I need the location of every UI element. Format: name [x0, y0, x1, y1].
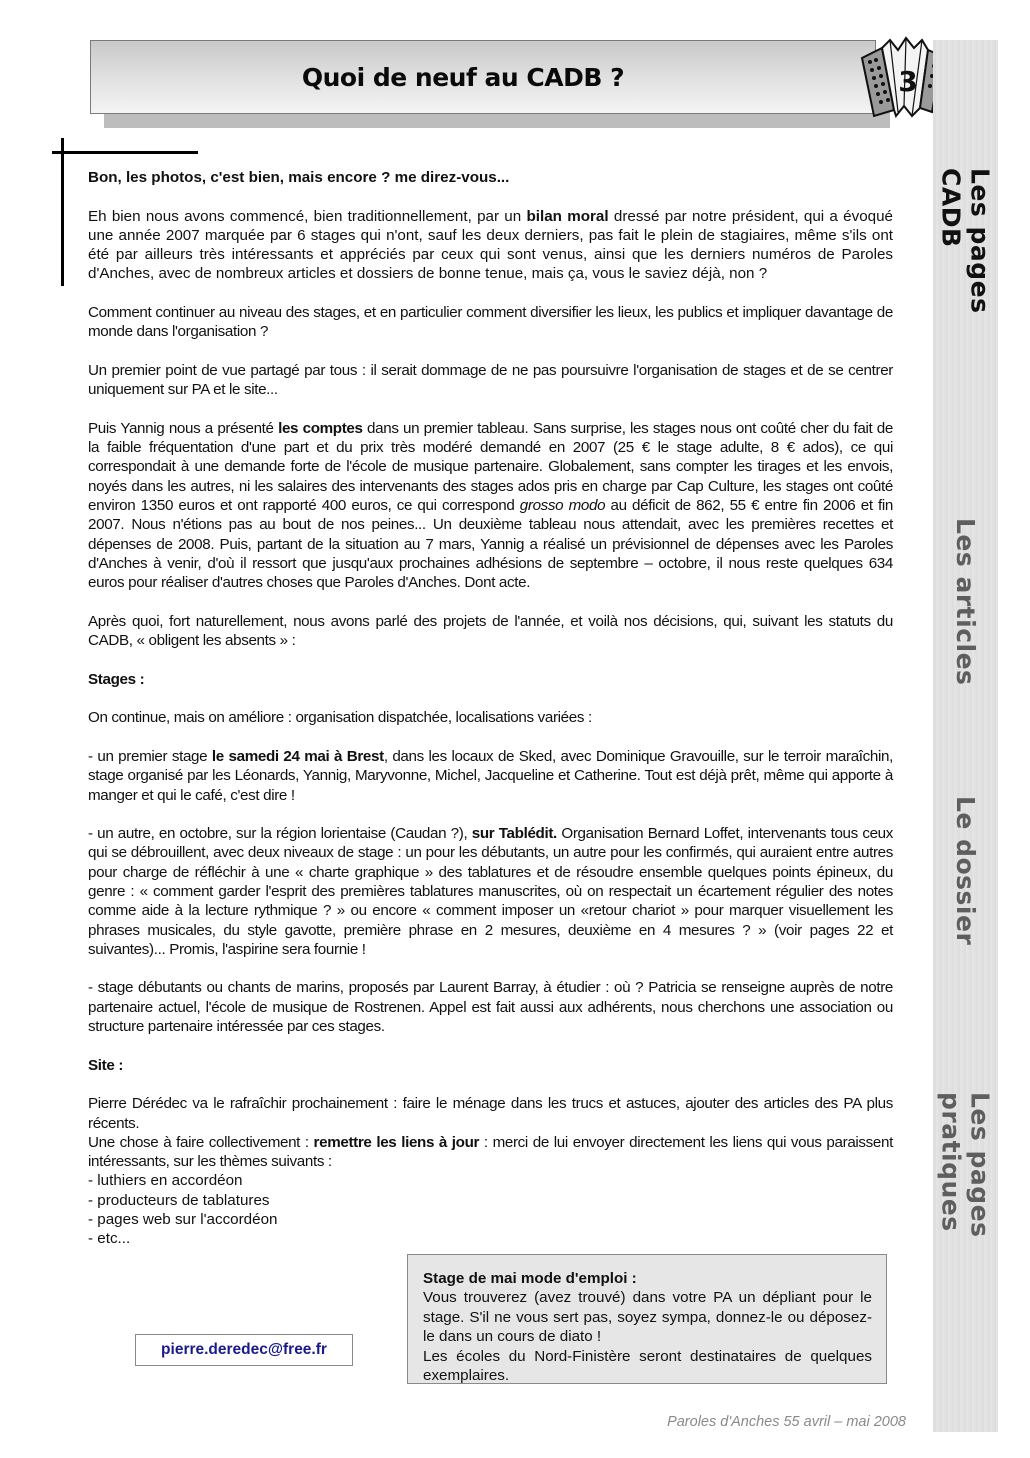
- section-sidebar: [933, 40, 998, 1432]
- article-body: [88, 168, 893, 1249]
- list-item: - etc...: [88, 1230, 131, 1248]
- callout-title: Stage de mai mode d'emploi :: [423, 1270, 637, 1287]
- sidebar-item-dossier[interactable]: Le dossier: [951, 796, 980, 946]
- paragraph-stage-debutants: - stage débutants ou chants de marins, proposés par Laurent Barray, à étudier : où ? Patricia se renseigne auprès de notre partenaire actuel, l'école de musique de Rostrenen. Appel est fait aussi aux adhérents, nous cherchons une association ou structure partenaire intéressée par ces stages.: [88, 979, 893, 1036]
- callout-box: [407, 1254, 887, 1384]
- sidebar-item-articles[interactable]: Les articles: [951, 518, 980, 686]
- paragraph-decisions: Après quoi, fort naturellement, nous avons parlé des projets de l'année, et voilà nos décisions, qui, suivant les statuts du CADB, « obligent les absents » :: [88, 612, 893, 650]
- list-item: - pages web sur l'accordéon: [88, 1211, 278, 1229]
- email-link[interactable]: pierre.deredec@free.fr: [135, 1334, 353, 1366]
- paragraph-question: Comment continuer au niveau des stages, et en particulier comment diversifier les lieux, les publics et impliquer davantage de monde dans l'organisation ?: [88, 304, 893, 341]
- callout-text: Vous trouverez (avez trouvé) dans votre PA un dépliant pour le stage. S'il ne vous sert pas, soyez sympa, donnez-le ou déposez-le dans un cours de diato !: [423, 1289, 872, 1346]
- page-header: [90, 40, 876, 114]
- corner-mark-vertical: [61, 138, 64, 286]
- lead-paragraph: Bon, les photos, c'est bien, mais encore ? me direz-vous...: [88, 169, 510, 186]
- paragraph-stages-intro: On continue, mais on améliore : organisation dispatchée, localisations variées :: [88, 709, 592, 727]
- paragraph-stage-brest: - un premier stage le samedi 24 mai à Brest, dans les locaux de Sked, avec Dominique Gravouille, sur le terroir maraîchin, stage organisé par les Léonards, Yannig, Maryvonne, Michel, Jacqueline et Catherine. Tout est déjà prêt, même qui apporte à manger et qui le café, c'est dire !: [88, 747, 894, 804]
- paragraph-liens: Une chose à faire collectivement : remettre les liens à jour : merci de lui envoyer directement les liens qui vous paraissent intéressants, sur les thèmes suivants :: [88, 1133, 893, 1171]
- svg-text:3: 3: [898, 65, 918, 98]
- heading-stages: Stages :: [88, 670, 145, 688]
- callout-text: Les écoles du Nord-Finistère seront destinataires de quelques exemplaires.: [423, 1347, 872, 1385]
- sidebar-item-pages-cadb[interactable]: Les pages CADB: [936, 168, 995, 314]
- paragraph-site: Pierre Dérédec va le rafraîchir prochainement : faire le ménage dans les trucs et astuces, ajouter des articles des PA plus récents.: [88, 1095, 893, 1132]
- paragraph-comptes: Puis Yannig nous a présenté les comptes dans un premier tableau. Sans surprise, les stages nous ont coûté cher du fait de la faible fréquentation d'une part et du prix très modéré demandé en 2007 (25 € le stage adulte, 8 € ados), ce qui correspondait à une demande forte de l'école de musique partenaire. Globalement, sans compter les tirages et les envois, noyés dans les autres, ni les salaires des intervenants des stages ados pris en charge par Cap Culture, les stages ont coûté environ 1350 euros et ont rapporté 400 euros, ce qui correspond grosso modo au déficit de 862, 55 € entre fin 2006 et fin 2007. Nous n'étions pas au bout de nos peines... Un deuxième tableau nous attendait, avec les premières recettes et dépenses de 2008. Puis, partant de la situation au 7 mars, Yannig a réalisé un prévisionnel de dépenses avec les Paroles d'Anches à venir, d'où il ressort que jusqu'aux prochaines adhésions de septembre – octobre, il nous reste quelques 634 euros pour réaliser d'autres choses que Paroles d'Anches. Dont acte.: [88, 419, 893, 592]
- paragraph-bilan-moral: Eh bien nous avons commencé, bien traditionnellement, par un bilan moral dressé par notre président, qui a évoqué une année 2007 marquée par 6 stages qui n'ont, sauf les deux derniers, pas fait le plein de stagiaires, même s'ils ont été par ailleurs très intéressants et appréciés par ceux qui sont venus, ainsi que les derniers numéros de Paroles d'Anches, avec de nombreux articles et dossiers de bonne tenue, mais ça, vous le saviez déjà, non ?: [88, 207, 893, 283]
- paragraph-point-de-vue: Un premier point de vue partagé par tous : il serait dommage de ne pas poursuivre l'organisation de stages et de se centrer uniquement sur PA et le site...: [88, 361, 893, 399]
- page-title: Quoi de neuf au CADB ?: [301, 62, 625, 92]
- page-footer: Paroles d'Anches 55 avril – mai 2008: [667, 1414, 906, 1430]
- list-item: - luthiers en accordéon: [88, 1172, 243, 1190]
- heading-site: Site :: [88, 1056, 124, 1074]
- sidebar-item-pages-pratiques[interactable]: Les pages pratiques: [936, 1092, 995, 1238]
- paragraph-stage-tabledit: - un autre, en octobre, sur la région lorientaise (Caudan ?), sur Tablédit. Organisation Bernard Loffet, intervenants tous ceux qui se débrouillent, avec deux niveaux de stage : un pour les débutants, un autre pour les confirmés, qui auraient entre autres pour charge de réfléchir à une « charte graphique » des tablatures et de résoudre ensemble quelques points épineux, du genre : « comment garder l'esprit des premières tablatures manuscrites, où on respectait un écartement régulier des notes comme aide à la lecture rythmique ? » ou encore « comment imposer un «retour chariot » pour marquer visuellement les phrases musicales, du style gavotte, première phrase en 2 mesures, deuxième en 4 mesures ? » (voir pages 22 et suivantes)... Promis, l'aspirine sera fournie !: [88, 825, 894, 958]
- corner-mark-horizontal: [52, 151, 198, 154]
- list-item: - producteurs de tablatures: [88, 1191, 270, 1209]
